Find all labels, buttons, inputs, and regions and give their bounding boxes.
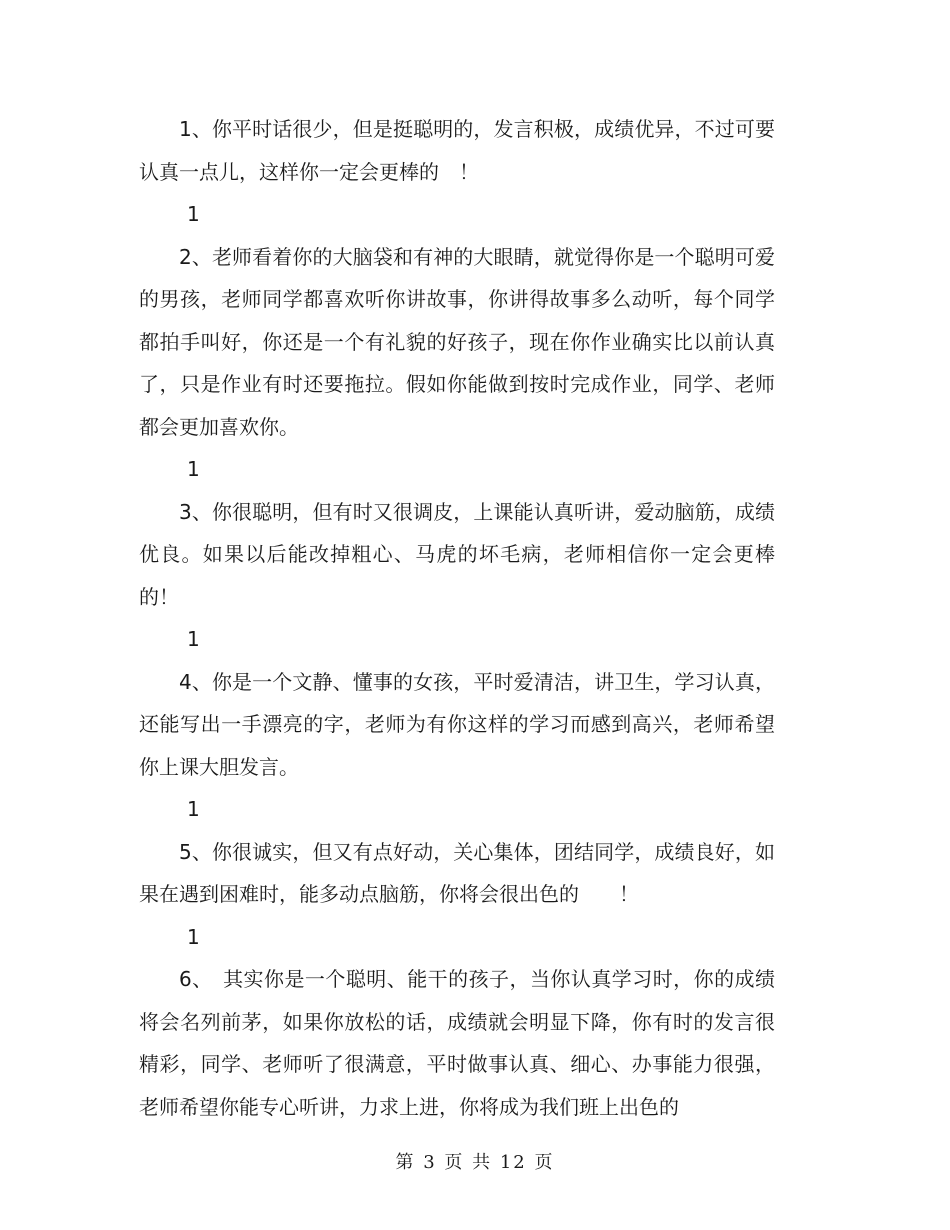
page-footer: 第 3 页 共 12 页 xyxy=(395,1152,555,1173)
paragraph-5: 5、你很诚实，但又有点好动，关心集体，团结同学，成绩良好，如果在遇到困难时，能多动点脑筋，你将会很出色的 ！ xyxy=(139,839,775,906)
paragraph-marker-5: 1 xyxy=(187,924,200,949)
paragraph-3: 3、你很聪明，但有时又很调皮，上课能认真听讲，爱动脑筋，成绩优良。如果以后能改掉粗心、马虎的坏毛病，老师相信你一定会更棒的！ xyxy=(139,499,775,609)
paragraph-marker-2: 1 xyxy=(187,457,200,481)
document-body xyxy=(139,108,775,1128)
paragraph-1: 1、你平时话很少，但是挺聪明的，发言积极，成绩优异，不过可要认真一点儿，这样你一定会更棒的 ！ xyxy=(139,117,775,184)
paragraph-4: 4、你是一个文静、懂事的女孩，平时爱清洁，讲卫生，学习认真，还能写出一手漂亮的字，老师为有你这样的学习而感到高兴，老师希望你上课大胆发言。 xyxy=(139,669,775,779)
paragraph-6: 6、 其实你是一个聪明、能干的孩子，当你认真学习时，你的成绩将会名列前茅，如果你放松的话，成绩就会明显下降，你有时的发言很精彩，同学、老师听了很满意，平时做事认真、细心、办事能力很强，老师希望你能专心听讲，力求上进，你将成为我们班上出色的 xyxy=(139,967,775,1119)
paragraph-2: 2、老师看着你的大脑袋和有神的大眼睛，就觉得你是一个聪明可爱的男孩，老师同学都喜欢听你讲故事，你讲得故事多么动听，每个同学都拍手叫好，你还是一个有礼貌的好孩子，现在你作业确实比以前认真了，只是作业有时还要拖拉。假如你能做到按时完成作业，同学、老师都会更加喜欢你。 xyxy=(139,244,775,439)
paragraph-marker-1: 1 xyxy=(187,202,200,226)
paragraph-marker-4: 1 xyxy=(187,797,200,821)
paragraph-marker-3: 1 xyxy=(187,627,200,651)
